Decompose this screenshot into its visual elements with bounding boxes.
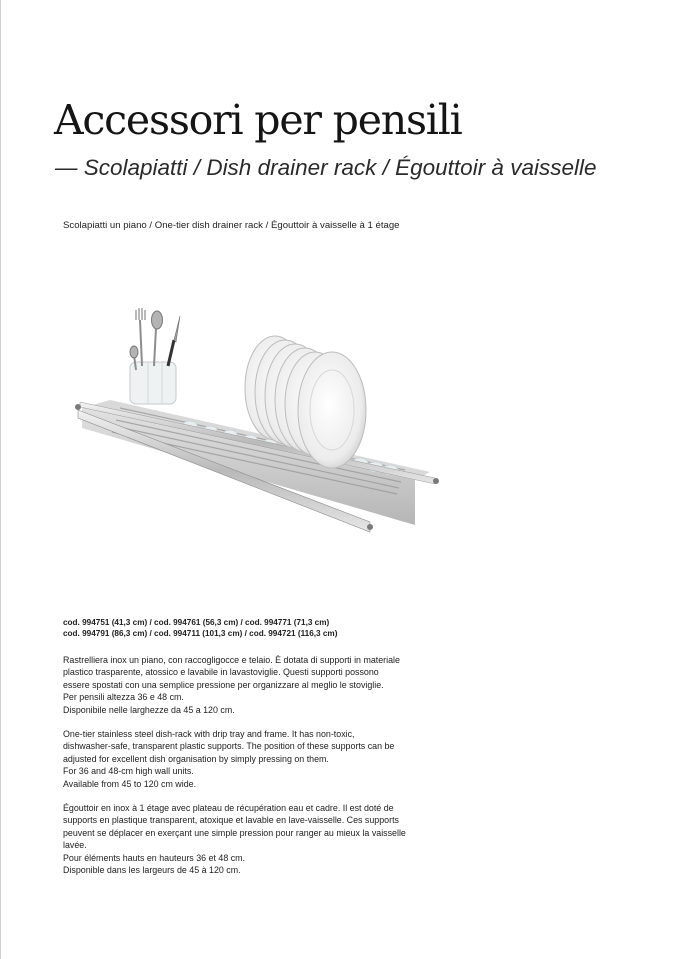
description-line: Per pensili altezza 36 e 48 cm.: [63, 692, 184, 703]
product-codes: [63, 617, 483, 639]
description-line: supports en plastique transparent, atoxique et lavable en lave-vaisselle. Ces supports: [63, 815, 399, 826]
description-line: peuvent se déplacer en exerçant une simple pression pour ranger au mieux la vaisselle: [63, 827, 406, 838]
description-line: Rastrelliera inox un piano, con raccogligocce e telaio. È dotata di supporti in materiale: [63, 655, 400, 665]
description-line: adjusted for excellent dish organisation by simply pressing on them.: [63, 753, 329, 764]
description-line: Available from 45 to 120 cm wide.: [63, 778, 197, 789]
product-code-line: cod. 994791 (86,3 cm) / cod. 994711 (101,3 cm) / cod. 994721 (116,3 cm): [63, 629, 338, 638]
product-caption: Scolapiatti un piano / One-tier dish drainer rack / Égouttoir à vaisselle à 1 étage: [63, 220, 400, 231]
page-title: Accessori per pensili: [54, 96, 462, 144]
description-line: Égouttoir en inox à 1 étage avec plateau de récupération eau et cadre. Il est doté de: [63, 803, 394, 813]
description-line: Disponible dans les largeurs de 45 à 120 cm.: [63, 865, 241, 876]
product-code-line: cod. 994751 (41,3 cm) / cod. 994761 (56,3 cm) / cod. 994771 (71,3 cm): [63, 618, 330, 627]
page-edge: [0, 0, 1, 959]
description-line: One-tier stainless steel dish-rack with drip tray and frame. It has non-toxic,: [63, 729, 355, 739]
description-line: lavée.: [63, 840, 87, 851]
dish-drainer-rack-image: [70, 300, 450, 550]
description-line: Pour éléments hauts en hauteurs 36 et 48 cm.: [63, 852, 246, 863]
description-line: plastico trasparente, atossico e lavabile in lavastoviglie. Questi supporti possono: [63, 667, 379, 678]
description-line: Disponibile nelle larghezze da 45 a 120 cm.: [63, 704, 235, 715]
description-french: [63, 802, 463, 876]
description-english: [63, 728, 463, 790]
cutlery-holder: [130, 308, 180, 404]
description-italian: [63, 654, 463, 716]
page-subtitle: — Scolapiatti / Dish drainer rack / Égouttoir à vaisselle: [55, 155, 597, 180]
description-line: For 36 and 48-cm high wall units.: [63, 766, 194, 777]
description-line: dishwasher-safe, transparent plastic supports. The position of these supports can be: [63, 741, 395, 752]
description-line: essere spostati con una semplice pressione per organizzare al meglio le stoviglie.: [63, 679, 384, 690]
